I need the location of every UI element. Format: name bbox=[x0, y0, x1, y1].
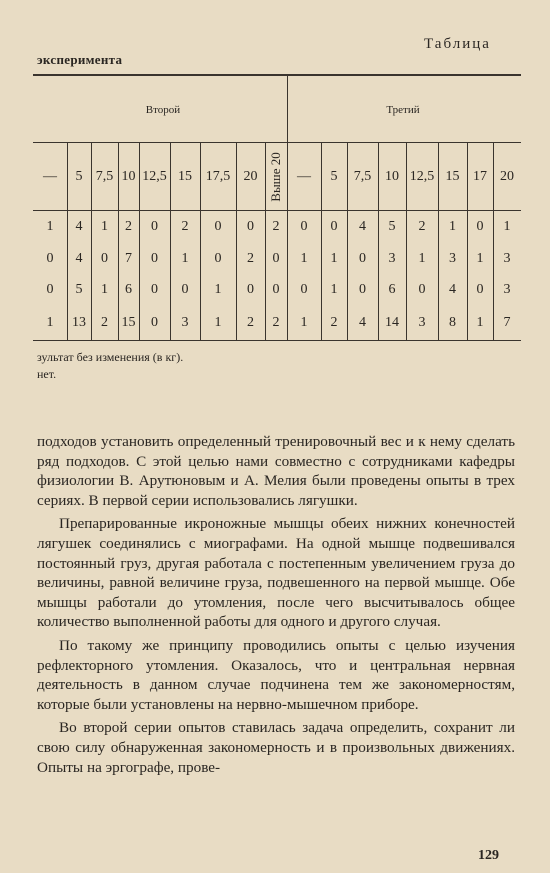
table-cell: 1 bbox=[46, 315, 54, 330]
table-cell: 0 bbox=[214, 219, 222, 234]
table-cell: 2 bbox=[247, 250, 254, 266]
table-cell: 1 bbox=[330, 281, 338, 297]
column-header: 20 bbox=[243, 168, 258, 184]
column-header: 17 bbox=[473, 168, 487, 184]
paragraph-3: По такому же принципу проводились опыты с целью изучения рефлекторного утомления. Оказалось, что и центральная нервная деятельность в данном случае подчинена тем же закономерностям, которые были установлены на нервно-мышечном приборе. bbox=[37, 636, 515, 713]
table-cell: 7 bbox=[125, 250, 132, 266]
table-cell: 0 bbox=[300, 219, 308, 234]
table-bottom-rule bbox=[33, 340, 521, 341]
table-cell: 3 bbox=[503, 250, 511, 266]
table-cell: 0 bbox=[151, 281, 158, 297]
table-cell: 3 bbox=[449, 250, 456, 266]
column-header: — bbox=[297, 168, 311, 184]
table-cell: 0 bbox=[300, 281, 308, 297]
paragraph-1: подходов установить определенный тренировочный вес и к нему сделать ряд подходов. С этой целью нами совместно с сотрудниками кафедры физиологии В. Арутюновым и А. Мелия были проведены опыты в трех сериях. В первой серии использовались лягушки. bbox=[37, 433, 515, 509]
table-cell: 2 bbox=[125, 219, 132, 234]
table-cell: 1 bbox=[418, 250, 426, 266]
table-cell: 1 bbox=[214, 315, 222, 330]
table-group-rule bbox=[33, 142, 521, 143]
table-cell: 2 bbox=[330, 315, 338, 330]
data-table bbox=[33, 74, 521, 342]
column-header: — bbox=[43, 168, 57, 184]
table-cell: 6 bbox=[125, 281, 132, 297]
table-cell: 0 bbox=[151, 315, 158, 330]
table-cell: 2 bbox=[181, 219, 189, 234]
table-cell: 1 bbox=[449, 219, 456, 234]
table-cell: 0 bbox=[101, 250, 108, 266]
column-header: 10 bbox=[121, 168, 136, 184]
table-cell: 4 bbox=[359, 219, 366, 234]
column-header: 10 bbox=[385, 168, 399, 184]
table-cell: 3 bbox=[418, 315, 426, 330]
table-cell: 0 bbox=[247, 281, 254, 297]
table-cell: 0 bbox=[214, 250, 222, 266]
table-cell: 0 bbox=[46, 250, 54, 266]
table-cell: 0 bbox=[181, 281, 189, 297]
table-cell: 1 bbox=[101, 281, 108, 297]
table-cell: 0 bbox=[151, 250, 158, 266]
table-cell: 14 bbox=[385, 315, 399, 330]
table-cell: 13 bbox=[72, 315, 86, 330]
table-cell: 1 bbox=[101, 219, 108, 234]
column-header: 17,5 bbox=[205, 168, 231, 184]
page-number: 129 bbox=[478, 848, 499, 863]
table-cell: 1 bbox=[476, 315, 484, 330]
table-cell: 0 bbox=[46, 281, 54, 297]
table-cell: 5 bbox=[388, 219, 396, 234]
table-header-rule bbox=[33, 210, 521, 211]
column-header: 5 bbox=[330, 168, 338, 184]
table-cell: 0 bbox=[247, 219, 254, 234]
table-cell: 1 bbox=[300, 315, 308, 330]
column-header: 5 bbox=[75, 168, 83, 184]
table-note-2: нет. bbox=[37, 367, 57, 381]
table-cell: 0 bbox=[359, 250, 366, 266]
column-header: 20 bbox=[500, 168, 514, 184]
table-cell: 7 bbox=[503, 315, 511, 330]
table-cell: 1 bbox=[476, 250, 484, 266]
table-cell: 2 bbox=[272, 219, 280, 234]
group-header-second: Второй bbox=[145, 104, 181, 116]
column-separator bbox=[265, 143, 266, 340]
column-header: 15 bbox=[445, 168, 460, 184]
paragraph-2: Препарированные икроножные мышцы обеих нижних конечностей лягушек соединялись с миографами. На одной мышце подвешивался постоянный груз, другая работала с постепенным увеличением груза до величины, равной величине груза, подвешенного на первой мышце. Обе мышцы работали до утомления, после чего высчитывалось общее количество выполненной работы для одного и другого случая. bbox=[37, 515, 515, 631]
table-caption: Таблица bbox=[424, 36, 491, 52]
column-header: 7,5 bbox=[95, 168, 114, 184]
table-cell: 3 bbox=[181, 315, 189, 330]
table-cell: 1 bbox=[181, 250, 189, 266]
table-cell: 1 bbox=[46, 219, 54, 234]
table-cell: 4 bbox=[449, 281, 456, 297]
column-header: 15 bbox=[178, 168, 192, 184]
table-cell: 0 bbox=[330, 219, 338, 234]
table-cell: 2 bbox=[418, 219, 426, 234]
table-cell: 3 bbox=[503, 281, 511, 297]
table-cell: 3 bbox=[388, 250, 396, 266]
column-header: 12,5 bbox=[142, 168, 167, 184]
table-header-fragment: эксперимента bbox=[37, 52, 123, 67]
table-cell: 15 bbox=[121, 315, 136, 330]
table-cell: 2 bbox=[101, 315, 108, 330]
table-cell: 4 bbox=[75, 219, 83, 234]
table-cell: 0 bbox=[359, 281, 366, 297]
table-cell: 0 bbox=[151, 219, 158, 234]
table-cell: 0 bbox=[272, 250, 280, 266]
table-cell: 2 bbox=[247, 315, 254, 330]
table-group-separator bbox=[287, 76, 288, 340]
table-cell: 5 bbox=[75, 281, 83, 297]
table-cell: 2 bbox=[272, 315, 280, 330]
table-cell: 0 bbox=[418, 281, 426, 297]
column-header: Выше 20 bbox=[268, 151, 283, 202]
table-cell: 1 bbox=[330, 250, 338, 266]
column-header: 7,5 bbox=[353, 168, 372, 184]
paragraph-4: Во второй серии опытов ставилась задача определить, сохранит ли свою силу обнаруженная закономерность и в произвольных движениях. Опыты на эргографе, прове- bbox=[37, 719, 515, 776]
column-header: 12,5 bbox=[409, 168, 435, 184]
group-header-third: Третий bbox=[386, 104, 420, 116]
table-cell: 0 bbox=[476, 281, 484, 297]
body-text bbox=[37, 432, 515, 781]
table-cell: 0 bbox=[476, 219, 484, 234]
table-cell: 0 bbox=[272, 281, 280, 297]
table-top-rule bbox=[33, 74, 521, 76]
table-cell: 8 bbox=[449, 315, 456, 330]
table-cell: 1 bbox=[300, 250, 308, 266]
table-cell: 4 bbox=[75, 250, 83, 266]
table-cell: 6 bbox=[388, 281, 396, 297]
table-cell: 4 bbox=[359, 315, 366, 330]
table-cell: 1 bbox=[214, 281, 222, 297]
table-cell: 1 bbox=[503, 219, 511, 234]
table-note-1: зультат без изменения (в кг). bbox=[37, 350, 184, 364]
